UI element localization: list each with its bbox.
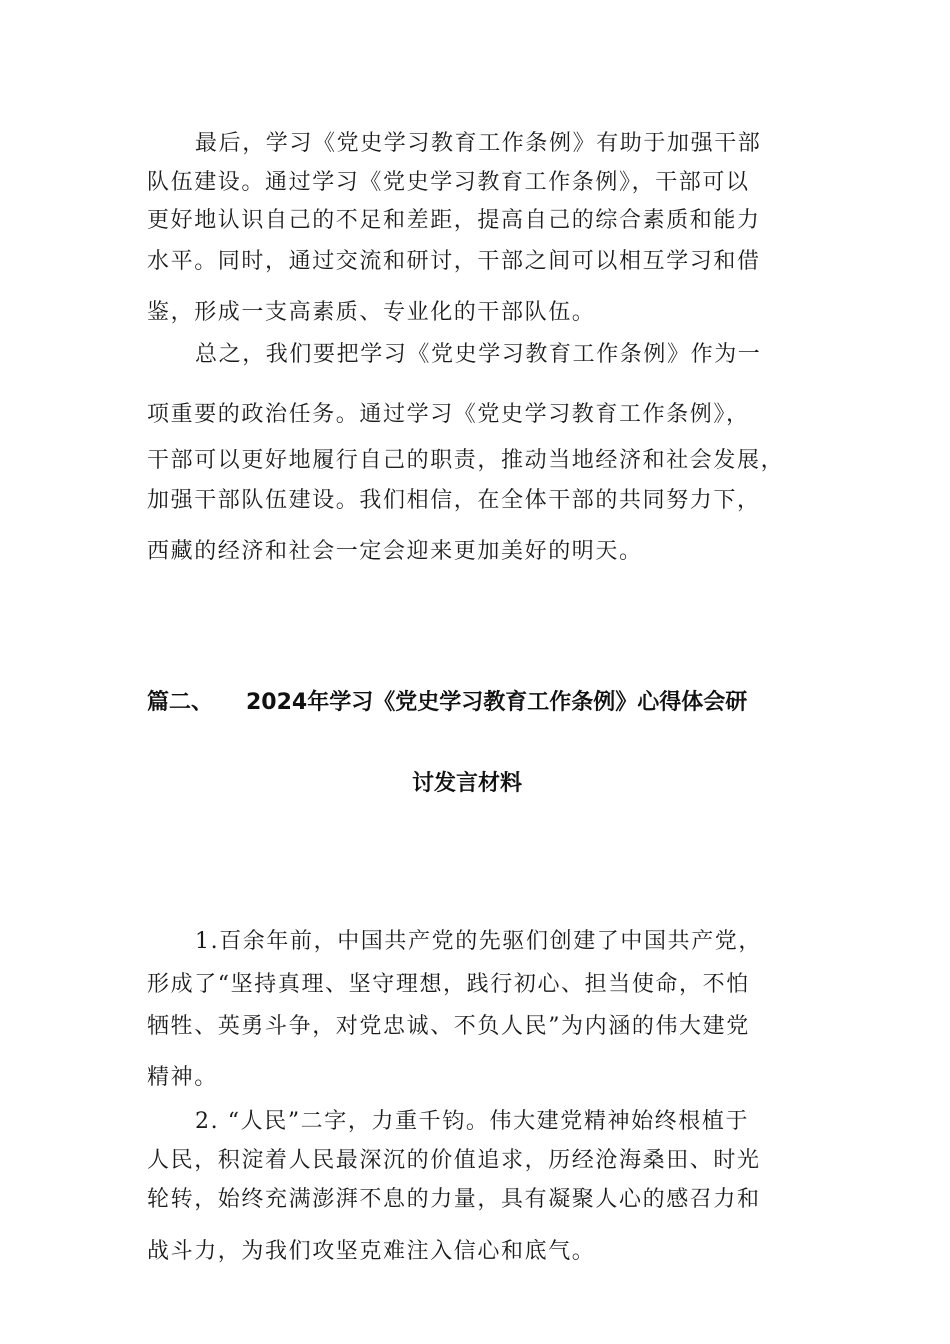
- paragraph-line: 1.百余年前，中国共产党的先驱们创建了中国共产党，: [195, 929, 762, 954]
- paragraph-line: 水平。同时，通过交流和研讨，干部之间可以相互学习和借: [147, 249, 761, 274]
- section-title-continued: 讨发言材料: [412, 771, 523, 796]
- paragraph-line: 最后，学习《党史学习教育工作条例》有助于加强干部: [195, 131, 762, 156]
- section-title: 2024年学习《党史学习教育工作条例》心得体会研: [246, 690, 748, 715]
- paragraph-line: 精神。: [147, 1065, 218, 1090]
- paragraph-line: 人民，积淀着人民最深沉的价值追求，历经沧海桑田、时光: [147, 1148, 761, 1173]
- paragraph-line: 加强干部队伍建设。我们相信，在全体干部的共同努力下，: [147, 488, 761, 513]
- paragraph-line: 队伍建设。通过学习《党史学习教育工作条例》，干部可以: [147, 170, 750, 195]
- paragraph-line: 形成了“坚持真理、坚守理想，践行初心、担当使命，不怕: [147, 972, 750, 997]
- paragraph-line: 鉴，形成一支高素质、专业化的干部队伍。: [147, 300, 596, 325]
- paragraph-line: 2. “人民”二字，力重千钧。伟大建党精神始终根植于: [195, 1109, 750, 1134]
- section-label: 篇二、: [147, 690, 214, 715]
- paragraph-line: 战斗力，为我们攻坚克难注入信心和底气。: [147, 1239, 596, 1264]
- paragraph-line: 更好地认识自己的不足和差距，提高自己的综合素质和能力: [147, 208, 761, 233]
- paragraph-line: 西藏的经济和社会一定会迎来更加美好的明天。: [147, 539, 643, 564]
- paragraph-line: 轮转，始终充满澎湃不息的力量，具有凝聚人心的感召力和: [147, 1187, 761, 1212]
- paragraph-line: 干部可以更好地履行自己的职责，推动当地经济和社会发展，: [147, 448, 785, 473]
- paragraph-line: 牺牲、英勇斗争，对党忠诚、不负人民”为内涵的伟大建党: [147, 1014, 750, 1039]
- paragraph-line: 项重要的政治任务。通过学习《党史学习教育工作条例》，: [147, 402, 750, 427]
- paragraph-line: 总之，我们要把学习《党史学习教育工作条例》作为一: [195, 342, 762, 367]
